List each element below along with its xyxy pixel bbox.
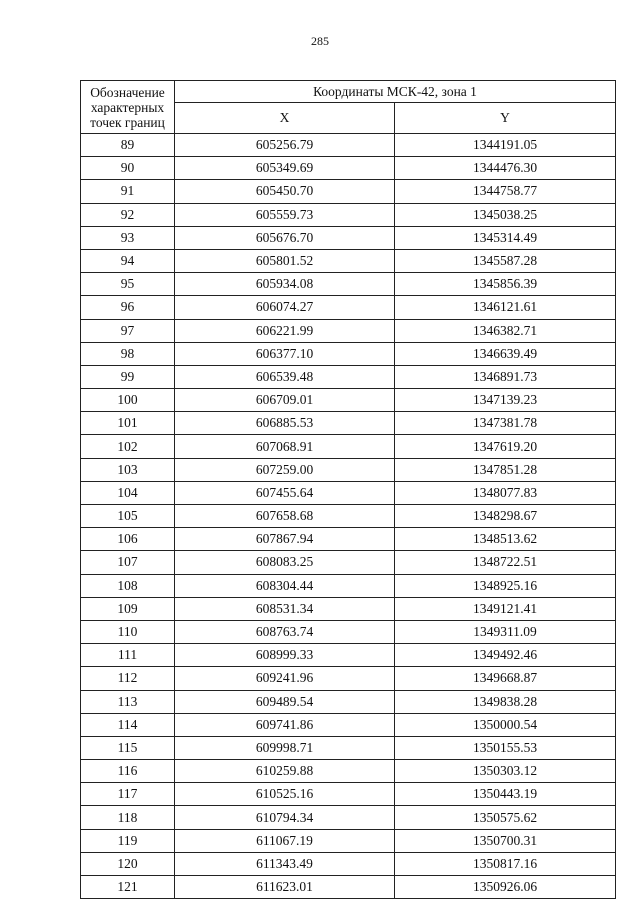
coord-y-cell: 1349311.09 xyxy=(395,620,616,643)
table-row xyxy=(81,481,616,504)
point-id-cell: 95 xyxy=(81,273,175,296)
coord-x-cell: 605450.70 xyxy=(175,180,395,203)
coord-x-cell: 606709.01 xyxy=(175,389,395,412)
coord-x-cell: 607867.94 xyxy=(175,528,395,551)
table-row xyxy=(81,551,616,574)
coord-y-cell: 1346382.71 xyxy=(395,319,616,342)
coord-x-cell: 607455.64 xyxy=(175,481,395,504)
point-id-cell: 101 xyxy=(81,412,175,435)
header-y: Y xyxy=(395,103,616,134)
coord-x-cell: 608999.33 xyxy=(175,644,395,667)
table-row xyxy=(81,806,616,829)
coord-y-cell: 1349492.46 xyxy=(395,644,616,667)
coord-x-cell: 609998.71 xyxy=(175,736,395,759)
header-coordinates: Координаты МСК-42, зона 1 xyxy=(175,81,616,103)
coord-x-cell: 608304.44 xyxy=(175,574,395,597)
coord-x-cell: 609241.96 xyxy=(175,667,395,690)
table-row xyxy=(81,597,616,620)
point-id-cell: 121 xyxy=(81,876,175,899)
point-id-cell: 100 xyxy=(81,389,175,412)
coord-y-cell: 1350817.16 xyxy=(395,852,616,875)
coord-y-cell: 1349121.41 xyxy=(395,597,616,620)
coord-y-cell: 1350443.19 xyxy=(395,783,616,806)
coord-y-cell: 1350926.06 xyxy=(395,876,616,899)
coord-y-cell: 1347381.78 xyxy=(395,412,616,435)
point-id-cell: 105 xyxy=(81,505,175,528)
coord-x-cell: 610794.34 xyxy=(175,806,395,829)
coord-y-cell: 1348077.83 xyxy=(395,481,616,504)
coord-y-cell: 1346121.61 xyxy=(395,296,616,319)
point-id-cell: 96 xyxy=(81,296,175,319)
coord-y-cell: 1345856.39 xyxy=(395,273,616,296)
point-id-cell: 111 xyxy=(81,644,175,667)
point-id-cell: 90 xyxy=(81,157,175,180)
coord-y-cell: 1347139.23 xyxy=(395,389,616,412)
coord-x-cell: 608083.25 xyxy=(175,551,395,574)
table-row xyxy=(81,203,616,226)
coord-x-cell: 605559.73 xyxy=(175,203,395,226)
coord-y-cell: 1350700.31 xyxy=(395,829,616,852)
coord-x-cell: 605349.69 xyxy=(175,157,395,180)
coord-x-cell: 606885.53 xyxy=(175,412,395,435)
table-row xyxy=(81,620,616,643)
coord-x-cell: 605676.70 xyxy=(175,226,395,249)
point-id-cell: 107 xyxy=(81,551,175,574)
coord-y-cell: 1348298.67 xyxy=(395,505,616,528)
point-id-cell: 98 xyxy=(81,342,175,365)
table-row xyxy=(81,528,616,551)
table-row xyxy=(81,505,616,528)
coord-x-cell: 606539.48 xyxy=(175,365,395,388)
point-id-cell: 97 xyxy=(81,319,175,342)
coord-y-cell: 1349838.28 xyxy=(395,690,616,713)
coord-x-cell: 610259.88 xyxy=(175,760,395,783)
table-row xyxy=(81,760,616,783)
point-id-cell: 115 xyxy=(81,736,175,759)
coord-y-cell: 1344476.30 xyxy=(395,157,616,180)
coordinates-table xyxy=(80,80,616,899)
table-row xyxy=(81,736,616,759)
table-body xyxy=(81,134,616,899)
table-row xyxy=(81,458,616,481)
coord-x-cell: 606221.99 xyxy=(175,319,395,342)
coord-y-cell: 1344758.77 xyxy=(395,180,616,203)
point-id-cell: 102 xyxy=(81,435,175,458)
point-id-cell: 89 xyxy=(81,134,175,157)
coord-x-cell: 611623.01 xyxy=(175,876,395,899)
point-id-cell: 118 xyxy=(81,806,175,829)
coord-y-cell: 1345587.28 xyxy=(395,249,616,272)
coord-y-cell: 1347619.20 xyxy=(395,435,616,458)
coord-y-cell: 1345314.49 xyxy=(395,226,616,249)
table-row xyxy=(81,412,616,435)
table-row xyxy=(81,829,616,852)
coord-y-cell: 1349668.87 xyxy=(395,667,616,690)
point-id-cell: 113 xyxy=(81,690,175,713)
table-row xyxy=(81,342,616,365)
table-header xyxy=(81,81,616,134)
coord-x-cell: 610525.16 xyxy=(175,783,395,806)
table-row xyxy=(81,667,616,690)
point-id-cell: 119 xyxy=(81,829,175,852)
point-id-cell: 94 xyxy=(81,249,175,272)
coord-y-cell: 1350303.12 xyxy=(395,760,616,783)
point-id-cell: 104 xyxy=(81,481,175,504)
coord-y-cell: 1348925.16 xyxy=(395,574,616,597)
point-id-cell: 114 xyxy=(81,713,175,736)
point-id-cell: 108 xyxy=(81,574,175,597)
table-row xyxy=(81,389,616,412)
coord-x-cell: 607259.00 xyxy=(175,458,395,481)
coord-x-cell: 608531.34 xyxy=(175,597,395,620)
point-id-cell: 109 xyxy=(81,597,175,620)
table-row xyxy=(81,574,616,597)
coord-x-cell: 605256.79 xyxy=(175,134,395,157)
coord-y-cell: 1346891.73 xyxy=(395,365,616,388)
header-x: X xyxy=(175,103,395,134)
table-row xyxy=(81,690,616,713)
coord-x-cell: 605934.08 xyxy=(175,273,395,296)
coord-x-cell: 605801.52 xyxy=(175,249,395,272)
coord-x-cell: 611067.19 xyxy=(175,829,395,852)
point-id-cell: 103 xyxy=(81,458,175,481)
coord-y-cell: 1347851.28 xyxy=(395,458,616,481)
table-row xyxy=(81,157,616,180)
coord-x-cell: 606074.27 xyxy=(175,296,395,319)
table-row xyxy=(81,852,616,875)
point-id-cell: 106 xyxy=(81,528,175,551)
table-row xyxy=(81,713,616,736)
coord-y-cell: 1348722.51 xyxy=(395,551,616,574)
coord-x-cell: 611343.49 xyxy=(175,852,395,875)
coord-y-cell: 1345038.25 xyxy=(395,203,616,226)
coord-y-cell: 1348513.62 xyxy=(395,528,616,551)
coord-x-cell: 607658.68 xyxy=(175,505,395,528)
table-row xyxy=(81,296,616,319)
point-id-cell: 93 xyxy=(81,226,175,249)
coord-y-cell: 1346639.49 xyxy=(395,342,616,365)
coord-y-cell: 1350575.62 xyxy=(395,806,616,829)
coord-x-cell: 606377.10 xyxy=(175,342,395,365)
table-row xyxy=(81,365,616,388)
coord-y-cell: 1344191.05 xyxy=(395,134,616,157)
table-row xyxy=(81,249,616,272)
table-row xyxy=(81,319,616,342)
point-id-cell: 112 xyxy=(81,667,175,690)
point-id-cell: 91 xyxy=(81,180,175,203)
page-number: 285 xyxy=(311,34,329,48)
point-id-cell: 117 xyxy=(81,783,175,806)
table-row xyxy=(81,180,616,203)
point-id-cell: 110 xyxy=(81,620,175,643)
point-id-cell: 116 xyxy=(81,760,175,783)
header-designation: Обозначение характерных точек границ xyxy=(81,81,175,134)
coord-x-cell: 607068.91 xyxy=(175,435,395,458)
point-id-cell: 92 xyxy=(81,203,175,226)
coord-x-cell: 609741.86 xyxy=(175,713,395,736)
coord-x-cell: 609489.54 xyxy=(175,690,395,713)
point-id-cell: 99 xyxy=(81,365,175,388)
table-row xyxy=(81,435,616,458)
coord-y-cell: 1350155.53 xyxy=(395,736,616,759)
coord-x-cell: 608763.74 xyxy=(175,620,395,643)
table-row xyxy=(81,273,616,296)
coord-y-cell: 1350000.54 xyxy=(395,713,616,736)
table-row xyxy=(81,134,616,157)
point-id-cell: 120 xyxy=(81,852,175,875)
table-row xyxy=(81,226,616,249)
table-row xyxy=(81,783,616,806)
table-row xyxy=(81,876,616,899)
table-row xyxy=(81,644,616,667)
